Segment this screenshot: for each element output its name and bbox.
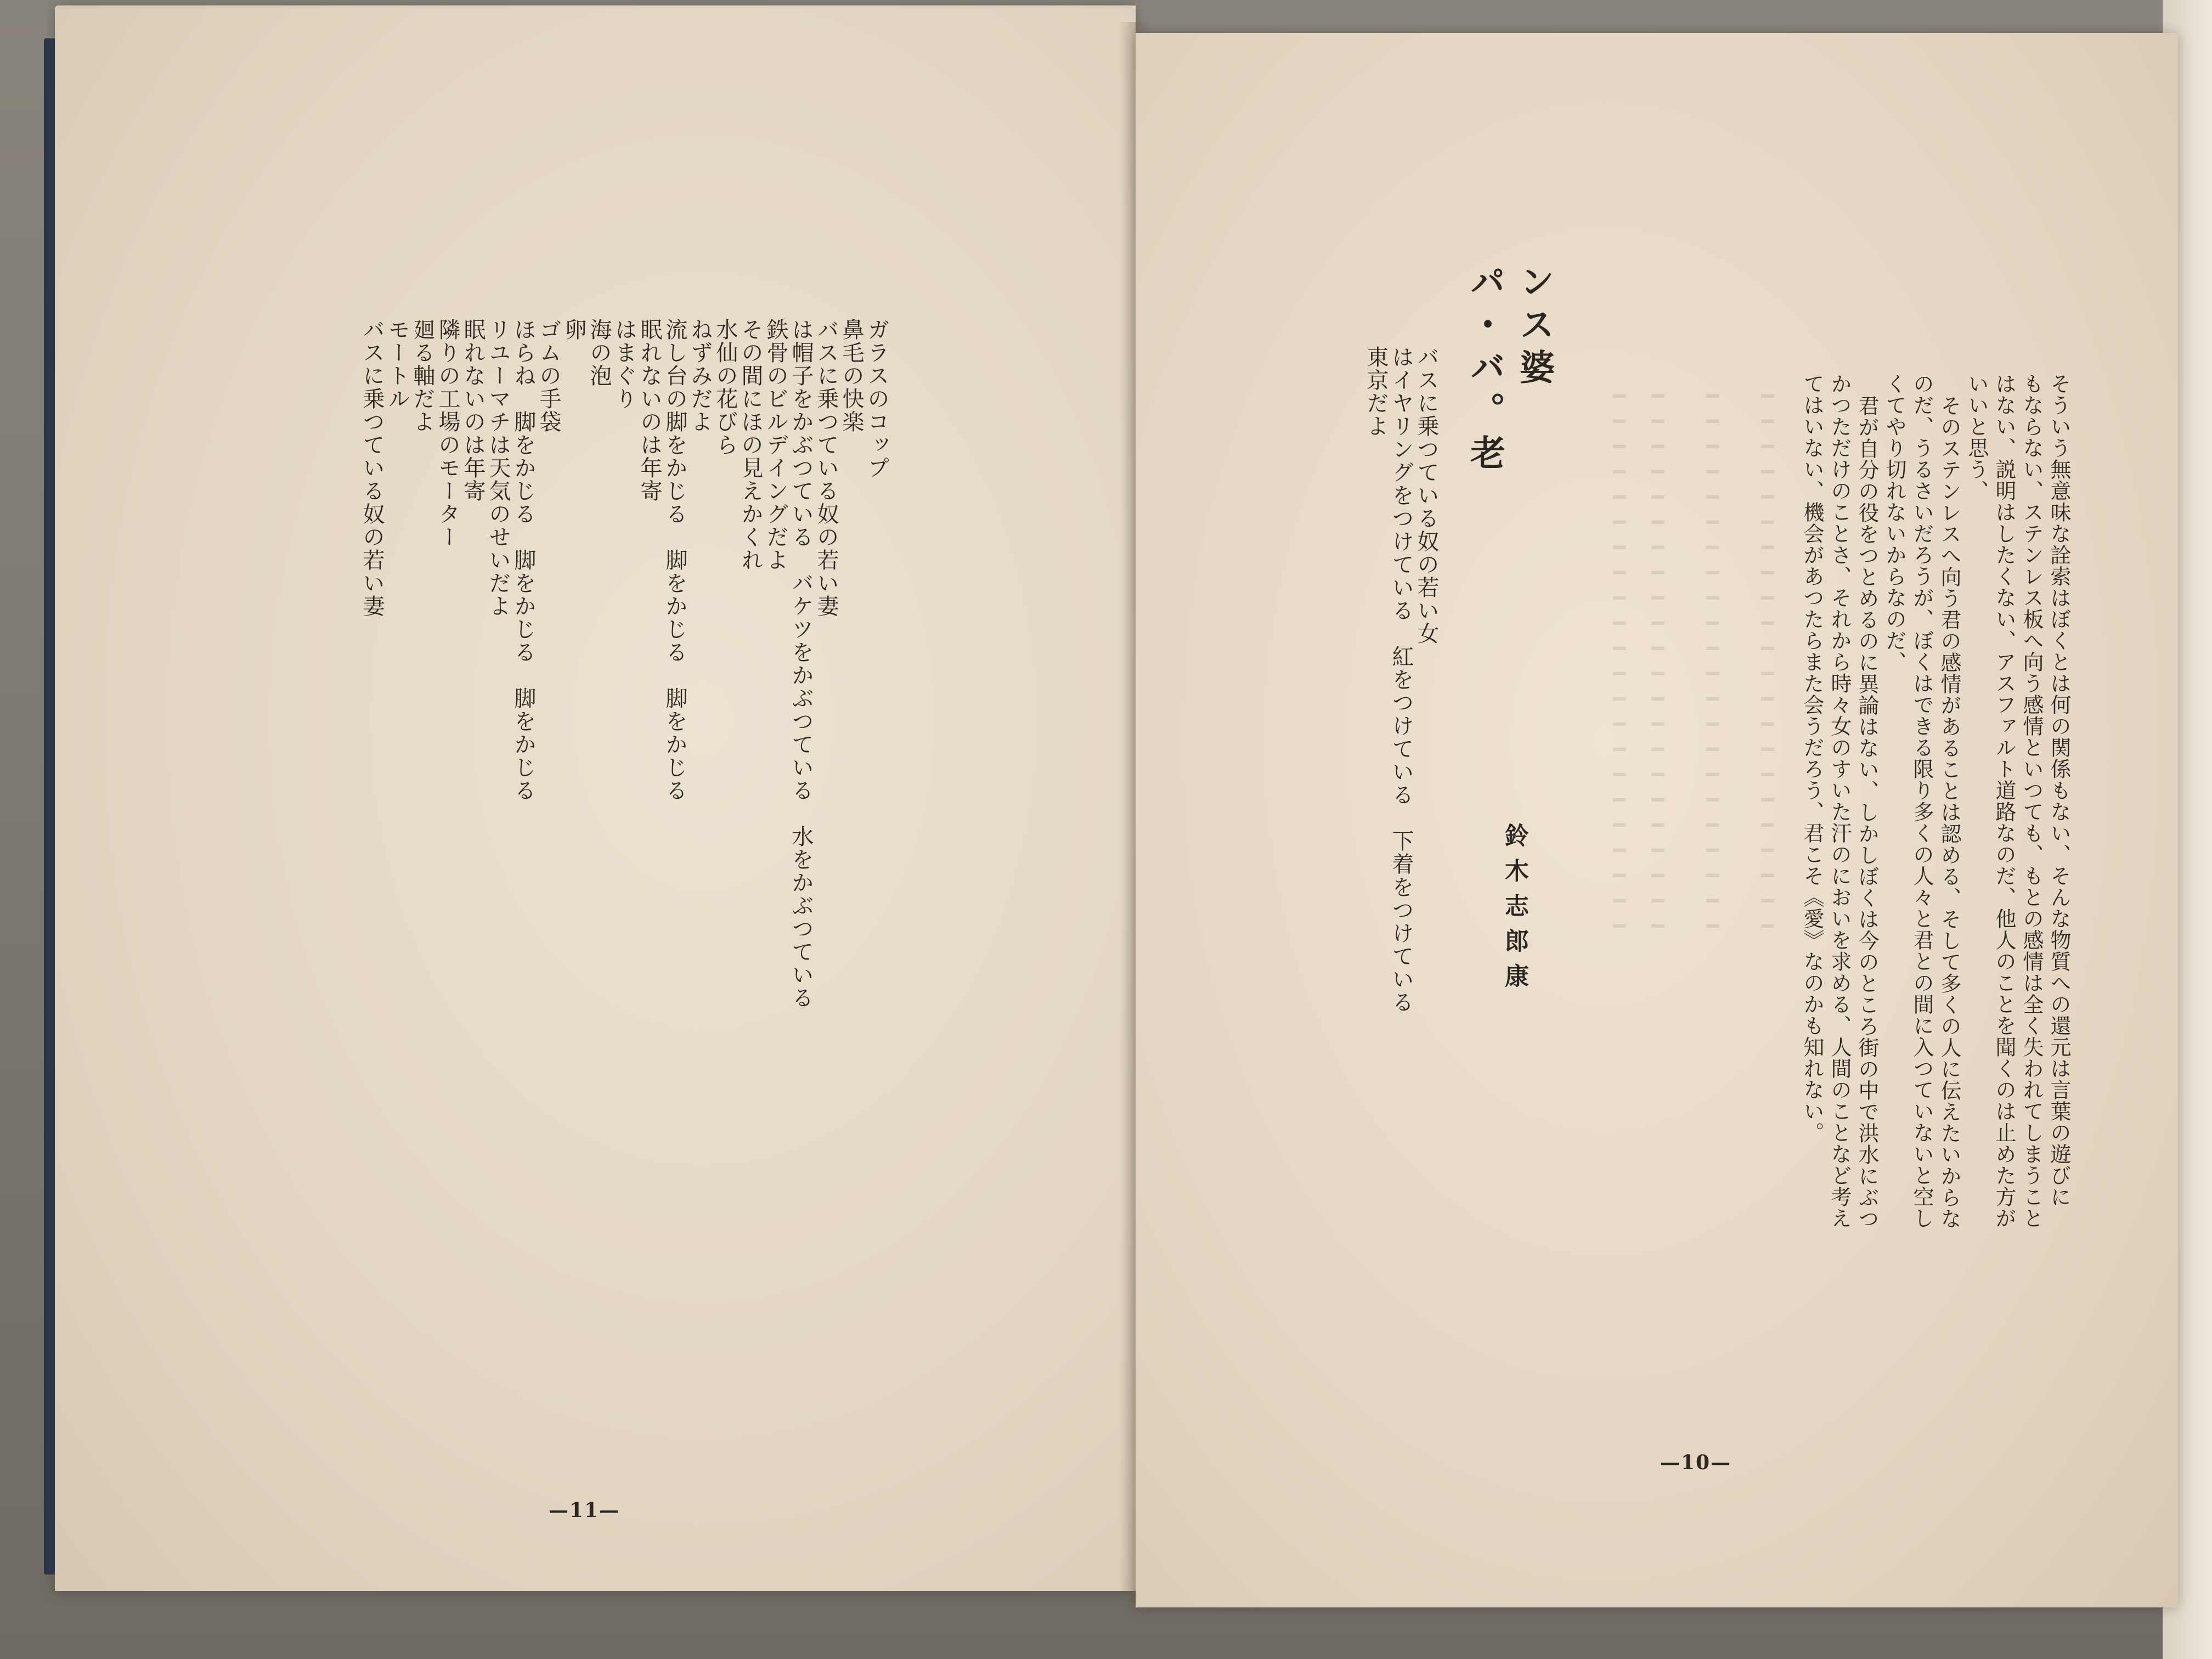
prose-line: そういう無意味な詮索はぼくとは何の関係もない、そんな物質への還元は言葉の遊びに	[2047, 373, 2071, 1207]
page-number: —11—	[549, 1499, 620, 1522]
prose-line: のだ、うるさいだろうが、ぼくはできる限り多くの人々と君との間に入つていないと空し	[1910, 373, 1934, 1229]
prose-line: てはいない、機会があつたらまた会うだろう、君こそ《愛》なのかも知れない。	[1800, 373, 1824, 1143]
prose-line: もならない、ステンレス板へ向う感情といつても、もとの感情は全く失われてしまうこと	[2019, 373, 2044, 1229]
right-page	[1136, 33, 2178, 1607]
poem-line: 流し台の脚をかじる 脚をかじる 脚をかじる	[662, 318, 687, 802]
poem-line: ガラスのコップ	[864, 318, 889, 479]
show-through: ━━━━━━━━━━━━━━━━━━━━━━	[1607, 384, 1632, 939]
poem-line: 鼻毛の快楽	[839, 318, 864, 433]
poem-line: バスに乗つている奴の若い女	[1414, 346, 1439, 645]
poem-line: 隣りの工場のモーター	[435, 318, 460, 549]
poem-title: ンス婆	[1514, 263, 1555, 392]
poem-line: ゴムの手袋	[536, 318, 561, 433]
prose-line: いいと思う、	[1965, 373, 1989, 501]
poem-line: 東京だよ	[1363, 346, 1389, 438]
poem-line: 廻る軸だよ	[410, 318, 435, 433]
poem-line: は帽子をかぶつている バケツをかぶつている 水をかぶつている	[788, 318, 814, 1009]
poem-line: 水仙の花びら	[713, 318, 738, 456]
poem-title: パ・バ。老	[1464, 263, 1505, 477]
prose-line: はない、説明はしたくない、アスファルト道路なのだ、他人のことを聞くのは止めた方が	[1992, 373, 2016, 1229]
poem-line: バスに乗つている奴の若い妻	[359, 318, 385, 618]
poem-line: 鉄骨のビルデイングだよ	[763, 318, 788, 572]
left-page	[55, 5, 1136, 1591]
show-through: ━━━━━━━━━━━━━━━━━━━━━━	[1756, 384, 1780, 939]
prose-line: くてやり切れないからなのだ、	[1882, 373, 1906, 673]
poem-line: ねずみだよ	[687, 318, 713, 433]
prose-line: 君が自分の役をつとめるのに異論はない、しかしぼくは今のところ街の中で洪水にぶつ	[1855, 395, 1879, 1229]
poem-line: バスに乗つている奴の若い妻	[814, 318, 839, 618]
prose-line: そのステンレスへ向う君の感情があることは認める、そして多くの人に伝えたいからな	[1937, 395, 1961, 1229]
poem-line: その間にほの見えかくれ	[738, 318, 763, 572]
poem-line: はイヤリングをつけている 紅をつけている 下着をつけている	[1389, 346, 1414, 1014]
poem-line: ほらね 脚をかじる 脚をかじる 脚をかじる	[511, 318, 536, 802]
poem-line: はまぐり	[612, 318, 637, 410]
poem-line: リユーマチは天気のせいだよ	[486, 318, 511, 618]
show-through: ━━━━━━━━━━━━━━━━━━━━━━	[1701, 384, 1725, 939]
poem-line: 眠れないのは年寄	[460, 318, 486, 503]
poem-line: 海の泡	[586, 318, 612, 387]
show-through: ━━━━━━━━━━━━━━━━━━━━━━	[1646, 384, 1670, 939]
poem-line: モートル	[385, 318, 410, 410]
poem-line: 眠れないのは年寄	[637, 318, 662, 503]
author-name: 鈴木志郎康	[1500, 823, 1528, 998]
page-number: —10—	[1660, 1451, 1732, 1474]
poem-line: 卵	[561, 318, 586, 341]
prose-line: かつただけのことさ、それから時々女のすいた汗のにおいを求める、人間のことなど考え	[1827, 373, 1852, 1229]
